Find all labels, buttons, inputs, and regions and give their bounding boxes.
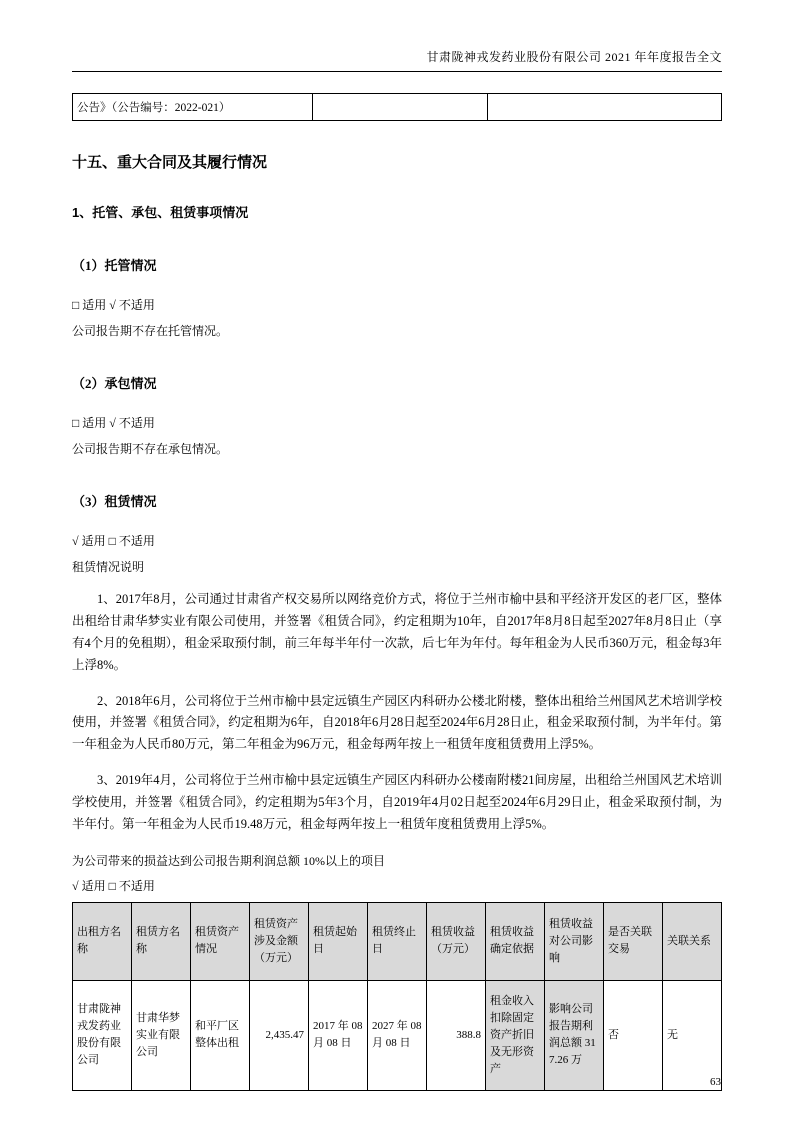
cell-asset-amount: 2,435.47 — [250, 980, 309, 1090]
cell-lease-income: 388.8 — [427, 980, 486, 1090]
col-header-lessee-name: 租赁方名称 — [132, 902, 191, 980]
subsection-heading-lease-matters: 1、托管、承包、租赁事项情况 — [72, 205, 249, 220]
col-header-income-basis: 租赁收益确定依据 — [486, 902, 545, 980]
announcement-continuation-table — [72, 93, 722, 121]
col-header-end-date: 租赁终止日 — [368, 902, 427, 980]
cell-related-transaction: 否 — [604, 980, 663, 1090]
cell-relationship: 无 — [663, 980, 722, 1090]
document-header: 甘肃陇神戎发药业股份有限公司 2021 年年度报告全文 — [72, 48, 722, 72]
col-header-company-impact: 租赁收益对公司影响 — [545, 902, 604, 980]
empty-cell — [313, 94, 488, 121]
col-header-lessor-name: 出租方名称 — [73, 902, 132, 980]
announcement-cell: 公告》（公告编号：2022-021） — [73, 94, 313, 121]
trusteeship-applicable-line: □ 适用 √ 不适用 — [72, 298, 155, 312]
lease-applicable-line: √ 适用 □ 不适用 — [72, 534, 155, 548]
cell-lessor-name: 甘肃陇神戎发药业股份有限公司 — [73, 980, 132, 1090]
col-header-asset-status: 租赁资产情况 — [191, 902, 250, 980]
cell-start-date: 2017 年 08月 08 日 — [309, 980, 368, 1090]
profit-applicable-line: √ 适用 □ 不适用 — [72, 878, 155, 893]
cell-company-impact: 影响公司报告期利润总额 317.26 万 — [545, 980, 604, 1090]
cell-asset-status: 和平厂区整体出租 — [191, 980, 250, 1090]
contracting-applicable-line: □ 适用 √ 不适用 — [72, 416, 155, 430]
lease-paragraph-2: 2、2018年6月，公司将位于兰州市榆中县定远镇生产园区内科研办公楼北附楼，整体出租给兰州国风艺术培训学校使用，并签署《租赁合同》，约定租期为6年，自2018年6月28日起至2024年6月28日止，租金采取预付制，为半年付。第一年租金为人民币80万元，第二年租金为96万元，租金每两年按上一租赁年度租赁费用上浮5%。 — [72, 693, 723, 752]
lease-note-title: 租赁情况说明 — [72, 560, 145, 574]
table-header-row — [73, 902, 722, 980]
lease-paragraph-1: 1、2017年8月，公司通过甘肃省产权交易所以网络竞价方式，将位于兰州市榆中县和平经济开发区的老厂区，整体出租给甘肃华梦实业有限公司使用，并签署《租赁合同》，约定租期为10年，自2017年8月8日起至2027年8月8日止（享有4个月的免租期），租金采取预付制，前三年每半年付一次款，后七年为年付。每年租金为人民币360万元，租金每3年上浮8%。 — [72, 592, 723, 672]
contracting-note: 公司报告期不存在承包情况。 — [72, 442, 229, 456]
heading-trusteeship: （1）托管情况 — [72, 258, 157, 273]
col-header-asset-amount: 租赁资产涉及金额（万元） — [250, 902, 309, 980]
section-heading-major-contracts: 十五、重大合同及其履行情况 — [72, 154, 268, 171]
profit-threshold-note: 为公司带来的损益达到公司报告期利润总额 10%以上的项目 — [72, 853, 385, 868]
lease-projects-table — [72, 902, 722, 1091]
table-row — [73, 94, 722, 121]
page-number: 63 — [710, 1076, 721, 1088]
col-header-start-date: 租赁起始日 — [309, 902, 368, 980]
cell-lessee-name: 甘肃华梦实业有限公司 — [132, 980, 191, 1090]
heading-lease: （3）租赁情况 — [72, 494, 157, 509]
col-header-lease-income: 租赁收益（万元） — [427, 902, 486, 980]
col-header-related-transaction: 是否关联交易 — [604, 902, 663, 980]
cell-income-basis: 租金收入扣除固定资产折旧及无形资产 — [486, 980, 545, 1090]
table-row — [73, 980, 722, 1090]
lease-paragraph-3: 3、2019年4月，公司将位于兰州市榆中县定远镇生产园区内科研办公楼南附楼21间房屋，出租给兰州国风艺术培训学校使用，并签署《租赁合同》，约定租期为5年3个月，自2019年4月02日起至2024年6月29日止，租金采取预付制，为半年付。第一年租金为人民币19.48万元，租金每两年按上一租赁年度租赁费用上浮5%。 — [72, 773, 723, 831]
empty-cell — [488, 94, 722, 121]
heading-contracting: （2）承包情况 — [72, 376, 157, 391]
cell-end-date: 2027 年 08月 08 日 — [368, 980, 427, 1090]
trusteeship-note: 公司报告期不存在托管情况。 — [72, 324, 229, 338]
col-header-relationship: 关联关系 — [663, 902, 722, 980]
